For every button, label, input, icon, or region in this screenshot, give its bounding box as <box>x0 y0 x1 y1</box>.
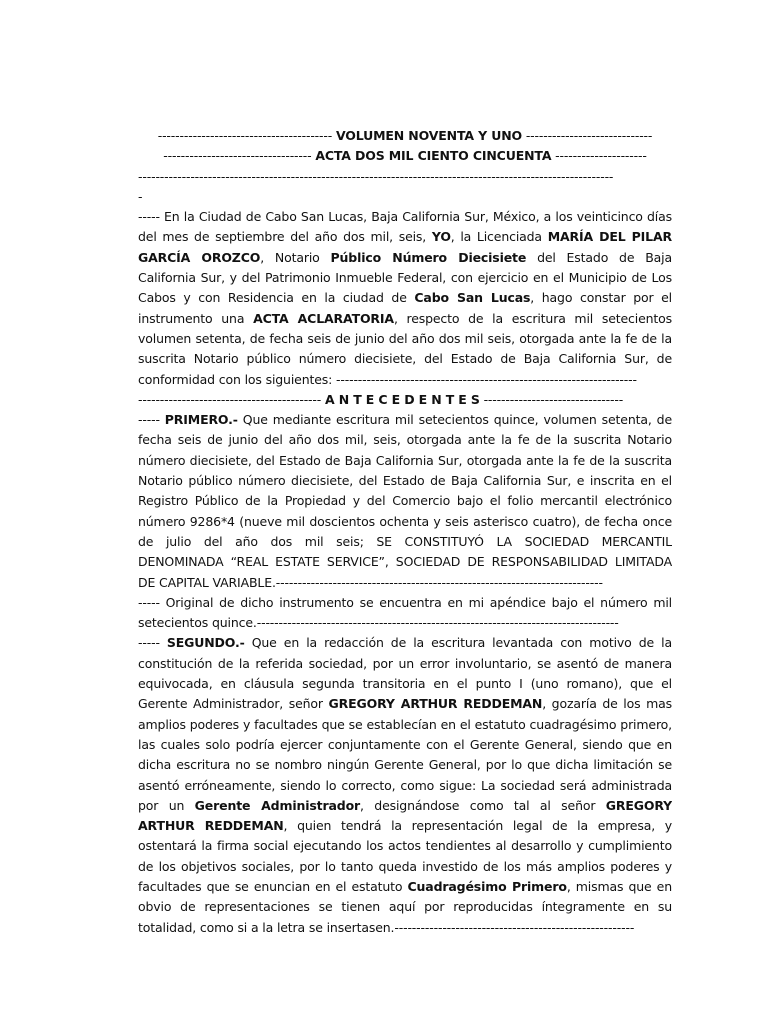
document-line <box>138 654 672 674</box>
text-run: ----- Original de dicho instrumento se encuentra en mi apéndice bajo el número mil <box>138 594 672 610</box>
document-line <box>138 755 672 775</box>
text-run: número diecisiete, del Estado de Baja California Sur, otorgada ante la fe de la suscrita <box>138 452 672 468</box>
bold-text: PRIMERO.- <box>164 412 238 428</box>
text-run: asentó erróneamente, siendo lo correcto, como sigue: La sociedad será administrada <box>138 777 672 793</box>
text-run: por un <box>138 797 195 813</box>
bold-text: Público Número Diecisiete <box>330 249 527 265</box>
bold-text: Cuadragésimo Primero <box>407 878 567 894</box>
document-line <box>138 207 672 227</box>
bold-text: SEGUNDO.- <box>166 635 245 651</box>
document-line <box>138 573 672 593</box>
text-run: facultades que se enuncian en el estatuto <box>138 878 408 894</box>
text-run: -------------------------------- <box>479 391 624 407</box>
text-run: instrumento una <box>138 310 254 326</box>
text-run: , quien tendrá la representación legal de la empresa, y <box>283 818 672 834</box>
text-run: - <box>138 188 143 204</box>
bold-text: YO <box>431 229 451 245</box>
text-run: Cabos y con Residencia en la ciudad de <box>138 290 415 306</box>
document-line <box>138 836 672 856</box>
bold-text: VOLUMEN NOVENTA Y UNO <box>335 128 522 143</box>
text-run: equivocada, en cláusula segunda transitoria en el punto I (uno romano), que el <box>138 676 672 692</box>
bold-text: ARTHUR REDDEMAN <box>138 818 284 834</box>
text-run: , mismas que en <box>566 878 672 894</box>
document-line <box>138 349 672 369</box>
text-run: , gozaría de los mas <box>542 696 672 712</box>
document-line <box>138 329 672 349</box>
text-run: California Sur, y del Patrimonio Inmueble Federal, con ejercicio en el Municipio de Los <box>138 270 672 286</box>
document-line <box>138 390 672 410</box>
text-run: , Notario <box>260 249 331 265</box>
text-run: ----- <box>138 635 167 651</box>
text-run: ---------------------------------------- <box>157 128 336 143</box>
text-run: obvio de representaciones se tienen aquí por reproducidas íntegramente en su <box>138 899 672 915</box>
text-run: totalidad, como si a la letra se insertasen.------------------------------------------------------- <box>138 919 635 935</box>
document-line <box>138 227 672 247</box>
text-run: ----------------------------- <box>522 128 653 143</box>
text-run: suscrita Notario público número diecisiete, del Estado de Baja California Sur, de <box>138 351 672 367</box>
document-line <box>138 877 672 897</box>
text-run: ----- En la Ciudad de Cabo San Lucas, Baja California Sur, México, a los veinticinco días <box>138 209 672 225</box>
text-run: del Estado de Baja <box>526 249 672 265</box>
text-run: ----- <box>138 412 165 428</box>
text-run: Notario público número diecisiete, del Estado de Baja California Sur, e inscrita en el <box>138 473 672 489</box>
document-body <box>138 126 672 938</box>
document-line <box>138 897 672 917</box>
document-line <box>138 146 672 166</box>
bold-text: GREGORY ARTHUR REDDEMAN <box>328 696 543 712</box>
document-line <box>138 776 672 796</box>
text-run: ------------------------------------------------------------------------------------------------------------- <box>138 168 614 184</box>
bold-text: MARÍA DEL PILAR <box>547 229 672 245</box>
document-line <box>138 248 672 268</box>
text-run: , respecto de la escritura mil setecientos <box>393 310 672 326</box>
text-run: Que en la redacción de la escritura levantada con motivo de la <box>244 635 672 651</box>
text-run: ------------------------------------------ <box>138 391 325 407</box>
document-line <box>138 288 672 308</box>
text-run: volumen setenta, de fecha seis de junio del año dos mil seis, otorgada ante la fe de la <box>138 330 672 346</box>
document-line <box>138 633 672 653</box>
document-line <box>138 552 672 572</box>
text-run: del mes de septiembre del año dos mil, seis, <box>138 229 432 245</box>
bold-text: ACTA DOS MIL CIENTO CINCUENTA <box>315 148 552 164</box>
text-run: dicha escritura no se nombro ningún Gerente General, por lo que dicha limitación se <box>138 757 672 773</box>
text-run: Gerente Administrador, señor <box>138 696 329 712</box>
document-line <box>138 857 672 877</box>
document-line <box>138 309 672 329</box>
document-line <box>138 715 672 735</box>
document-line <box>138 430 672 450</box>
document-line <box>138 674 672 694</box>
text-run: ostentará la firma social ejecutando los actos tendientes al desarrollo y cumplimiento <box>138 838 672 854</box>
document-line <box>138 796 672 816</box>
document-line <box>138 613 672 633</box>
bold-text: Gerente Administrador <box>194 797 361 813</box>
document-line <box>138 532 672 552</box>
text-run: --------------------- <box>551 148 647 164</box>
document-line <box>138 451 672 471</box>
text-run: las cuales solo podría ejercer conjuntamente con el Gerente General, siendo que en <box>138 736 672 752</box>
text-run: conformidad con los siguientes: --------------------------------------------------------------------- <box>138 371 637 387</box>
text-run: fecha seis de junio del año dos mil, seis, otorgada ante la fe de la suscrita Notario <box>138 432 672 448</box>
bold-text: Cabo San Lucas <box>414 290 531 306</box>
bold-text: ACTA ACLARATORIA <box>253 310 394 326</box>
document-line <box>138 167 672 187</box>
bold-text: GARCÍA OROZCO <box>138 249 261 265</box>
text-run: , hago constar por el <box>530 290 672 306</box>
text-run: de los objetivos sociales, por lo tanto queda investido de los más amplios poderes y <box>138 858 672 874</box>
text-run: , designándose como tal al señor <box>360 797 606 813</box>
document-line <box>138 268 672 288</box>
text-run: constitución de la referida sociedad, por un error involuntario, se asentó de manera <box>138 655 672 671</box>
bold-text: GREGORY <box>605 797 672 813</box>
text-run: DENOMINADA “REAL ESTATE SERVICE”, SOCIEDAD DE RESPONSABILIDAD LIMITADA <box>138 554 672 570</box>
text-run: de julio del año dos mil seis; SE CONSTITUYÓ LA SOCIEDAD MERCANTIL <box>138 533 672 549</box>
document-line <box>138 918 672 938</box>
document-line <box>138 126 672 146</box>
text-run: DE CAPITAL VARIABLE.--------------------------------------------------------------------------- <box>138 574 603 590</box>
document-line <box>138 410 672 430</box>
document-line <box>138 370 672 390</box>
text-run: Que mediante escritura mil setecientos quince, volumen setenta, de <box>237 412 672 428</box>
text-run: , la Licenciada <box>450 229 548 245</box>
text-run: amplios poderes y facultades que se establecían en el estatuto cuadragésimo primero, <box>138 716 672 732</box>
document-line <box>138 816 672 836</box>
document-line <box>138 471 672 491</box>
document-line <box>138 187 672 207</box>
document-line <box>138 512 672 532</box>
text-run: número 9286*4 (nueve mil doscientos ochenta y seis asterisco cuatro), de fecha once <box>138 513 672 529</box>
bold-text: A N T E C E D E N T E S <box>324 391 480 407</box>
document-line <box>138 694 672 714</box>
document-line <box>138 735 672 755</box>
text-run: Registro Público de la Propiedad y del Comercio bajo el folio mercantil electrónico <box>138 493 672 509</box>
text-run: setecientos quince.----------------------------------------------------------------------------------- <box>138 615 619 631</box>
text-run: ---------------------------------- <box>163 148 316 164</box>
document-line <box>138 593 672 613</box>
document-line <box>138 491 672 511</box>
